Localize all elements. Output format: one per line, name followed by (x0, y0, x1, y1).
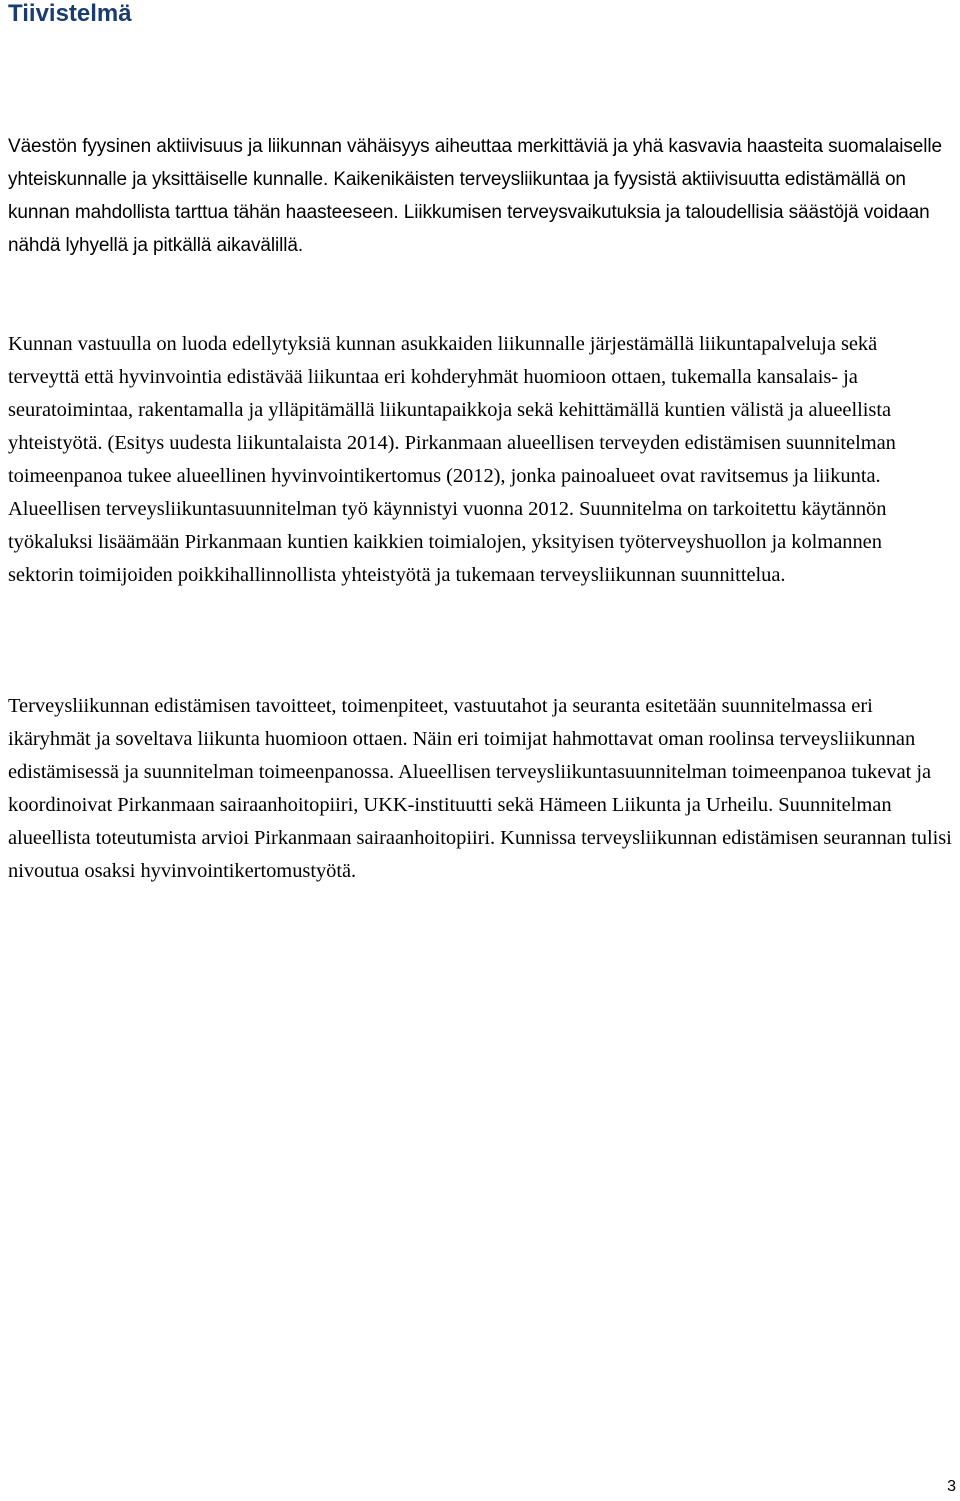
page-title: Tiivistelmä (8, 0, 132, 27)
summary-paragraph-3: Terveysliikunnan edistämisen tavoitteet, toimenpiteet, vastuutahot ja seuranta esitetään suunnitelmassa eri ikäryhmät ja soveltava liikunta huomioon ottaen. Näin eri toimijat hahmottavat oman roolinsa terveysliikunnan edistämisessä ja suunnitelman toimeenpanossa. Alueellisen terveysliikuntasuunnitelman toimeenpanoa tukevat ja koordinoivat Pirkanmaan sairaanhoitopiiri, UKK-instituutti sekä Hämeen Liikunta ja Urheilu. Suunnitelman alueellista toteutumista arvioi Pirkanmaan sairaanhoitopiiri. Kunnissa terveysliikunnan edistämisen seurannan tulisi nivoutua osaksi hyvinvointikertomustyötä. (8, 695, 952, 882)
page-number: 3 (947, 1478, 956, 1495)
summary-paragraph-2: Kunnan vastuulla on luoda edellytyksiä kunnan asukkaiden liikunnalle järjestämällä liikuntapalveluja sekä terveyttä että hyvinvointia edistävää liikuntaa eri kohderyhmät huomioon ottaen, tukemalla kansalais- ja seuratoimintaa, rakentamalla ja ylläpitämällä liikuntapaikkoja sekä kehittämällä kuntien välistä ja alueellista yhteistyötä. (Esitys uudesta liikuntalaista 2014). Pirkanmaan alueellisen terveyden edistämisen suunnitelman toimeenpanoa tukee alueellinen hyvinvointikertomus (2012), jonka painoalueet ovat ravitsemus ja liikunta. Alueellisen terveysliikuntasuunnitelman työ käynnistyi vuonna 2012. Suunnitelma on tarkoitettu käytännön työkaluksi lisäämään Pirkanmaan kuntien kaikkien toimialojen, yksityisen työterveyshuollon ja kolmannen sektorin toimijoiden poikkihallinnollista yhteistyötä ja tukemaan terveysliikunnan suunnittelua. (8, 333, 896, 586)
summary-paragraph-1: Väestön fyysinen aktiivisuus ja liikunnan vähäisyys aiheuttaa merkittäviä ja yhä kasvavia haasteita suomalaiselle yhteiskunnalle ja yksittäiselle kunnalle. Kaikenikäisten terveysliikuntaa ja fyysistä aktiivisuutta edistämällä on kunnan mahdollista tarttua tähän haasteeseen. Liikkumisen terveysvaikutuksia ja taloudellisia säästöjä voidaan nähdä lyhyellä ja pitkällä aikavälillä. (8, 136, 942, 256)
